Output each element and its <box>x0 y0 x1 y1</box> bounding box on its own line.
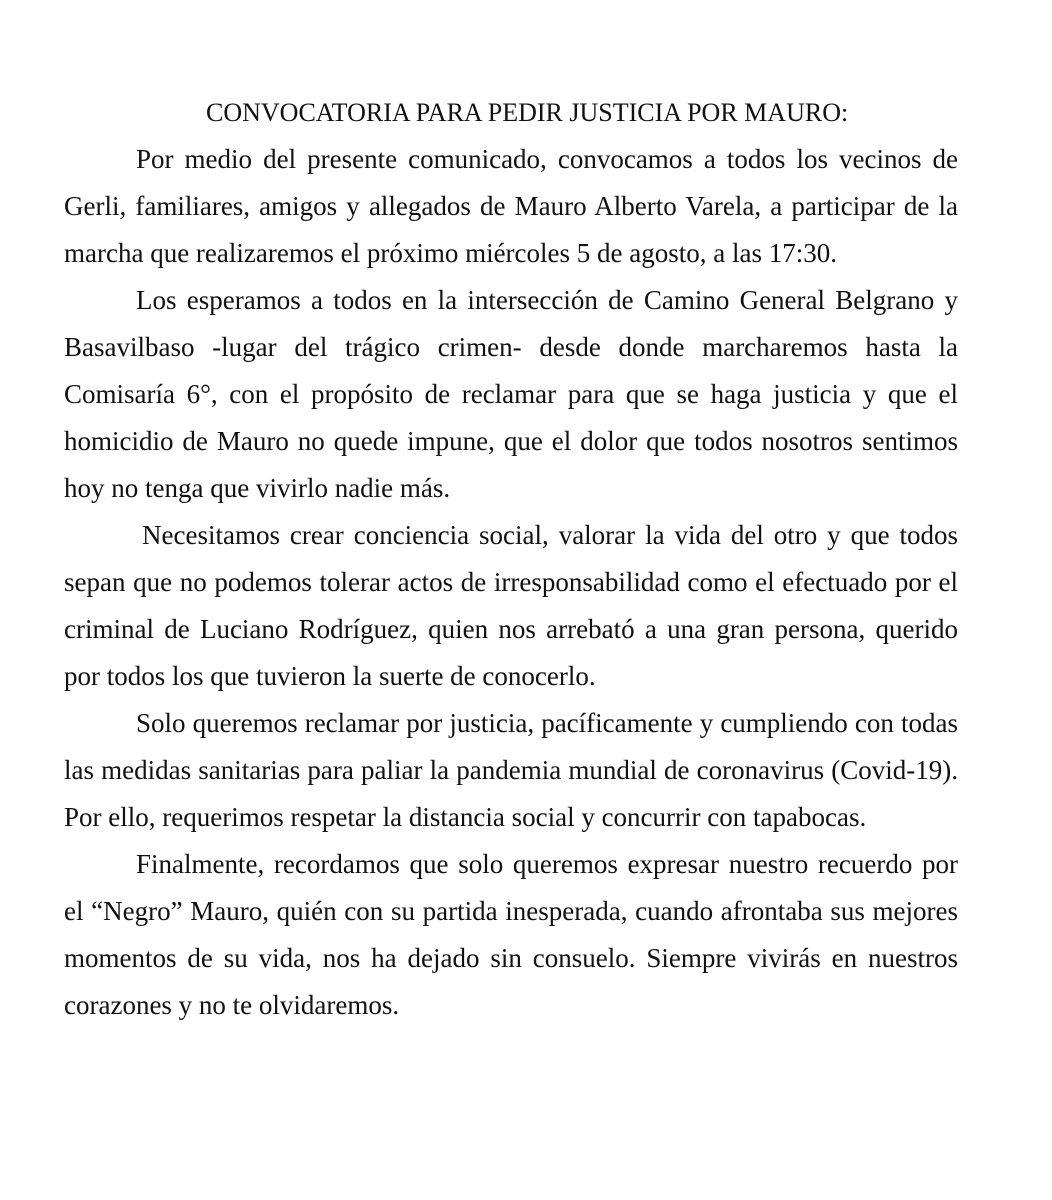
paragraph-sanitary-measures: Solo queremos reclamar por justicia, pacíficamente y cumpliendo con todas las medidas sanitarias para paliar la pandemia mundial de coronavirus (Covid-19). Por ello, requerimos respetar la distancia social y concurrir con tapabocas. <box>64 708 958 832</box>
paragraph-convocation: Por medio del presente comunicado, convocamos a todos los vecinos de Gerli, familiares, amigos y allegados de Mauro Alberto Varela, a participar de la marcha que realizaremos el próximo miércoles 5 de agosto, a las 17:30. <box>64 144 958 268</box>
paragraph-social-awareness: Necesitamos crear conciencia social, valorar la vida del otro y que todos sepan que no podemos tolerar actos de irresponsabilidad como el efectuado por el criminal de Luciano Rodríguez, quien nos arrebató a una gran persona, querido por todos los que tuvieron la suerte de conocerlo. <box>64 520 958 691</box>
document-body <box>64 136 958 1029</box>
paragraph-meeting-point: Los esperamos a todos en la intersección de Camino General Belgrano y Basavilbaso -lugar del trágico crimen- desde donde marcharemos hasta la Comisaría 6°, con el propósito de reclamar para que se haga justicia y que el homicidio de Mauro no quede impune, que el dolor que todos nosotros sentimos hoy no tenga que vivirlo nadie más. <box>64 285 958 503</box>
paragraph-closing: Finalmente, recordamos que solo queremos expresar nuestro recuerdo por el “Negro” Mauro, quién con su partida inesperada, cuando afrontaba sus mejores momentos de su vida, nos ha dejado sin consuelo. Siempre vivirás en nuestros corazones y no te olvidaremos. <box>64 849 958 1020</box>
document-title: CONVOCATORIA PARA PEDIR JUSTICIA POR MAURO: <box>206 98 849 127</box>
